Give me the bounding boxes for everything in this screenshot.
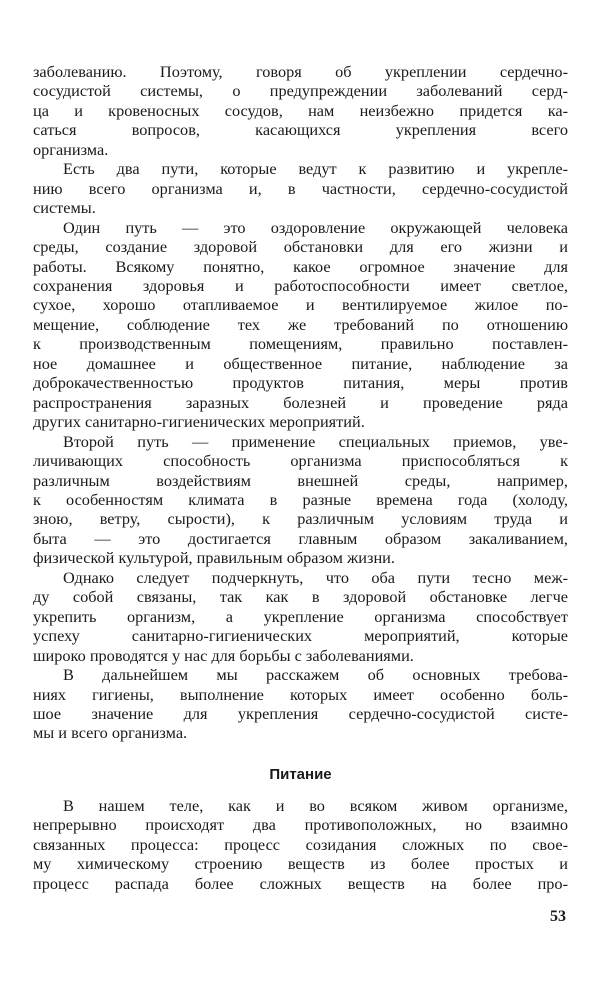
text-line: нию всего организма и, в частности, сердечно-сосудистой: [33, 178, 568, 198]
text-line: ду собой связаны, так как в здоровой обстановке легче: [33, 587, 568, 607]
text-line: других санитарно-гигиенических мероприятий.: [33, 412, 365, 432]
text-line: непрерывно происходят два противоположных, но взаимно: [33, 815, 568, 835]
text-line: ца и кровеносных сосудов, нам неизбежно придется ка-: [33, 100, 568, 120]
paragraph: [33, 796, 568, 893]
page-number: 53: [550, 908, 566, 925]
text-line: мы и всего организма.: [33, 723, 188, 743]
text-line: доброкачественностью продуктов питания, меры против: [33, 373, 568, 393]
text-line: саться вопросов, касающихся укрепления всего: [33, 120, 568, 140]
text-line: физической культурой, правильным образом жизни.: [33, 548, 395, 568]
text-line: В нашем теле, как и во всяком живом организме,: [63, 795, 568, 815]
text-line: сохранения здоровья и работоспособности имеет светлое,: [33, 275, 568, 295]
text-line: успеху санитарно-гигиенических мероприятий, которые: [33, 626, 568, 646]
text-line: различным воздействиям внешней среды, например,: [33, 470, 568, 490]
text-line: среды, создание здоровой обстановки для его жизни и: [33, 237, 568, 257]
text-line: му химическому строению веществ из более простых и: [33, 854, 568, 874]
text-line: зною, ветру, сырости), к различным условиям труда и: [33, 509, 568, 529]
text-line: широко проводятся у нас для борьбы с заболеваниями.: [33, 645, 414, 665]
text-line: Однако следует подчеркнуть, что оба пути тесно меж-: [63, 567, 568, 587]
section-heading: Питание: [269, 765, 332, 783]
text-line: организма.: [33, 139, 109, 159]
text-line: быта — это достигается главным образом закаливанием,: [33, 528, 568, 548]
text-line: работы. Всякому понятно, какое огромное значение для: [33, 256, 568, 276]
paragraph: [33, 159, 568, 217]
text-line: Второй путь — применение специальных приемов, уве-: [63, 431, 568, 451]
text-before-heading: [33, 62, 568, 743]
paragraph: [33, 432, 568, 568]
text-line: ниях гигиены, выполнение которых имеет особенно боль-: [33, 684, 568, 704]
text-line: к производственным помещениям, правильно поставлен-: [33, 334, 568, 354]
text-line: распространения заразных болезней и проведение ряда: [33, 392, 568, 412]
paragraph: [33, 568, 568, 665]
book-page: [33, 62, 568, 893]
paragraph: [33, 62, 568, 159]
paragraph: [33, 665, 568, 743]
text-line: к особенностям климата в разные времена года (холоду,: [33, 489, 568, 509]
text-line: укрепить организм, а укрепление организма способствует: [33, 606, 568, 626]
text-after-heading: [33, 796, 568, 893]
text-line: процесс распада более сложных веществ на более про-: [33, 873, 568, 893]
text-line: шое значение для укрепления сердечно-сосудистой систе-: [33, 703, 568, 723]
text-line: мещение, соблюдение тех же требований по отношению: [33, 314, 568, 334]
text-line: Один путь — это оздоровление окружающей человека: [63, 217, 568, 237]
text-line: В дальнейшем мы расскажем об основных требова-: [63, 665, 568, 685]
text-line: личивающих способность организма приспособляться к: [33, 451, 568, 471]
text-line: Есть два пути, которые ведут к развитию и укрепле-: [63, 159, 568, 179]
paragraph: [33, 218, 568, 432]
text-line: ное домашнее и общественное питание, наблюдение за: [33, 353, 568, 373]
text-line: заболеванию. Поэтому, говоря об укреплении сердечно-: [33, 62, 568, 81]
text-line: сухое, хорошо отапливаемое и вентилируемое жилое по-: [33, 295, 568, 315]
text-line: сосудистой системы, о предупреждении заболеваний серд-: [33, 81, 568, 101]
text-line: связанных процесса: процесс созидания сложных по свое-: [33, 834, 568, 854]
text-line: системы.: [33, 198, 96, 218]
